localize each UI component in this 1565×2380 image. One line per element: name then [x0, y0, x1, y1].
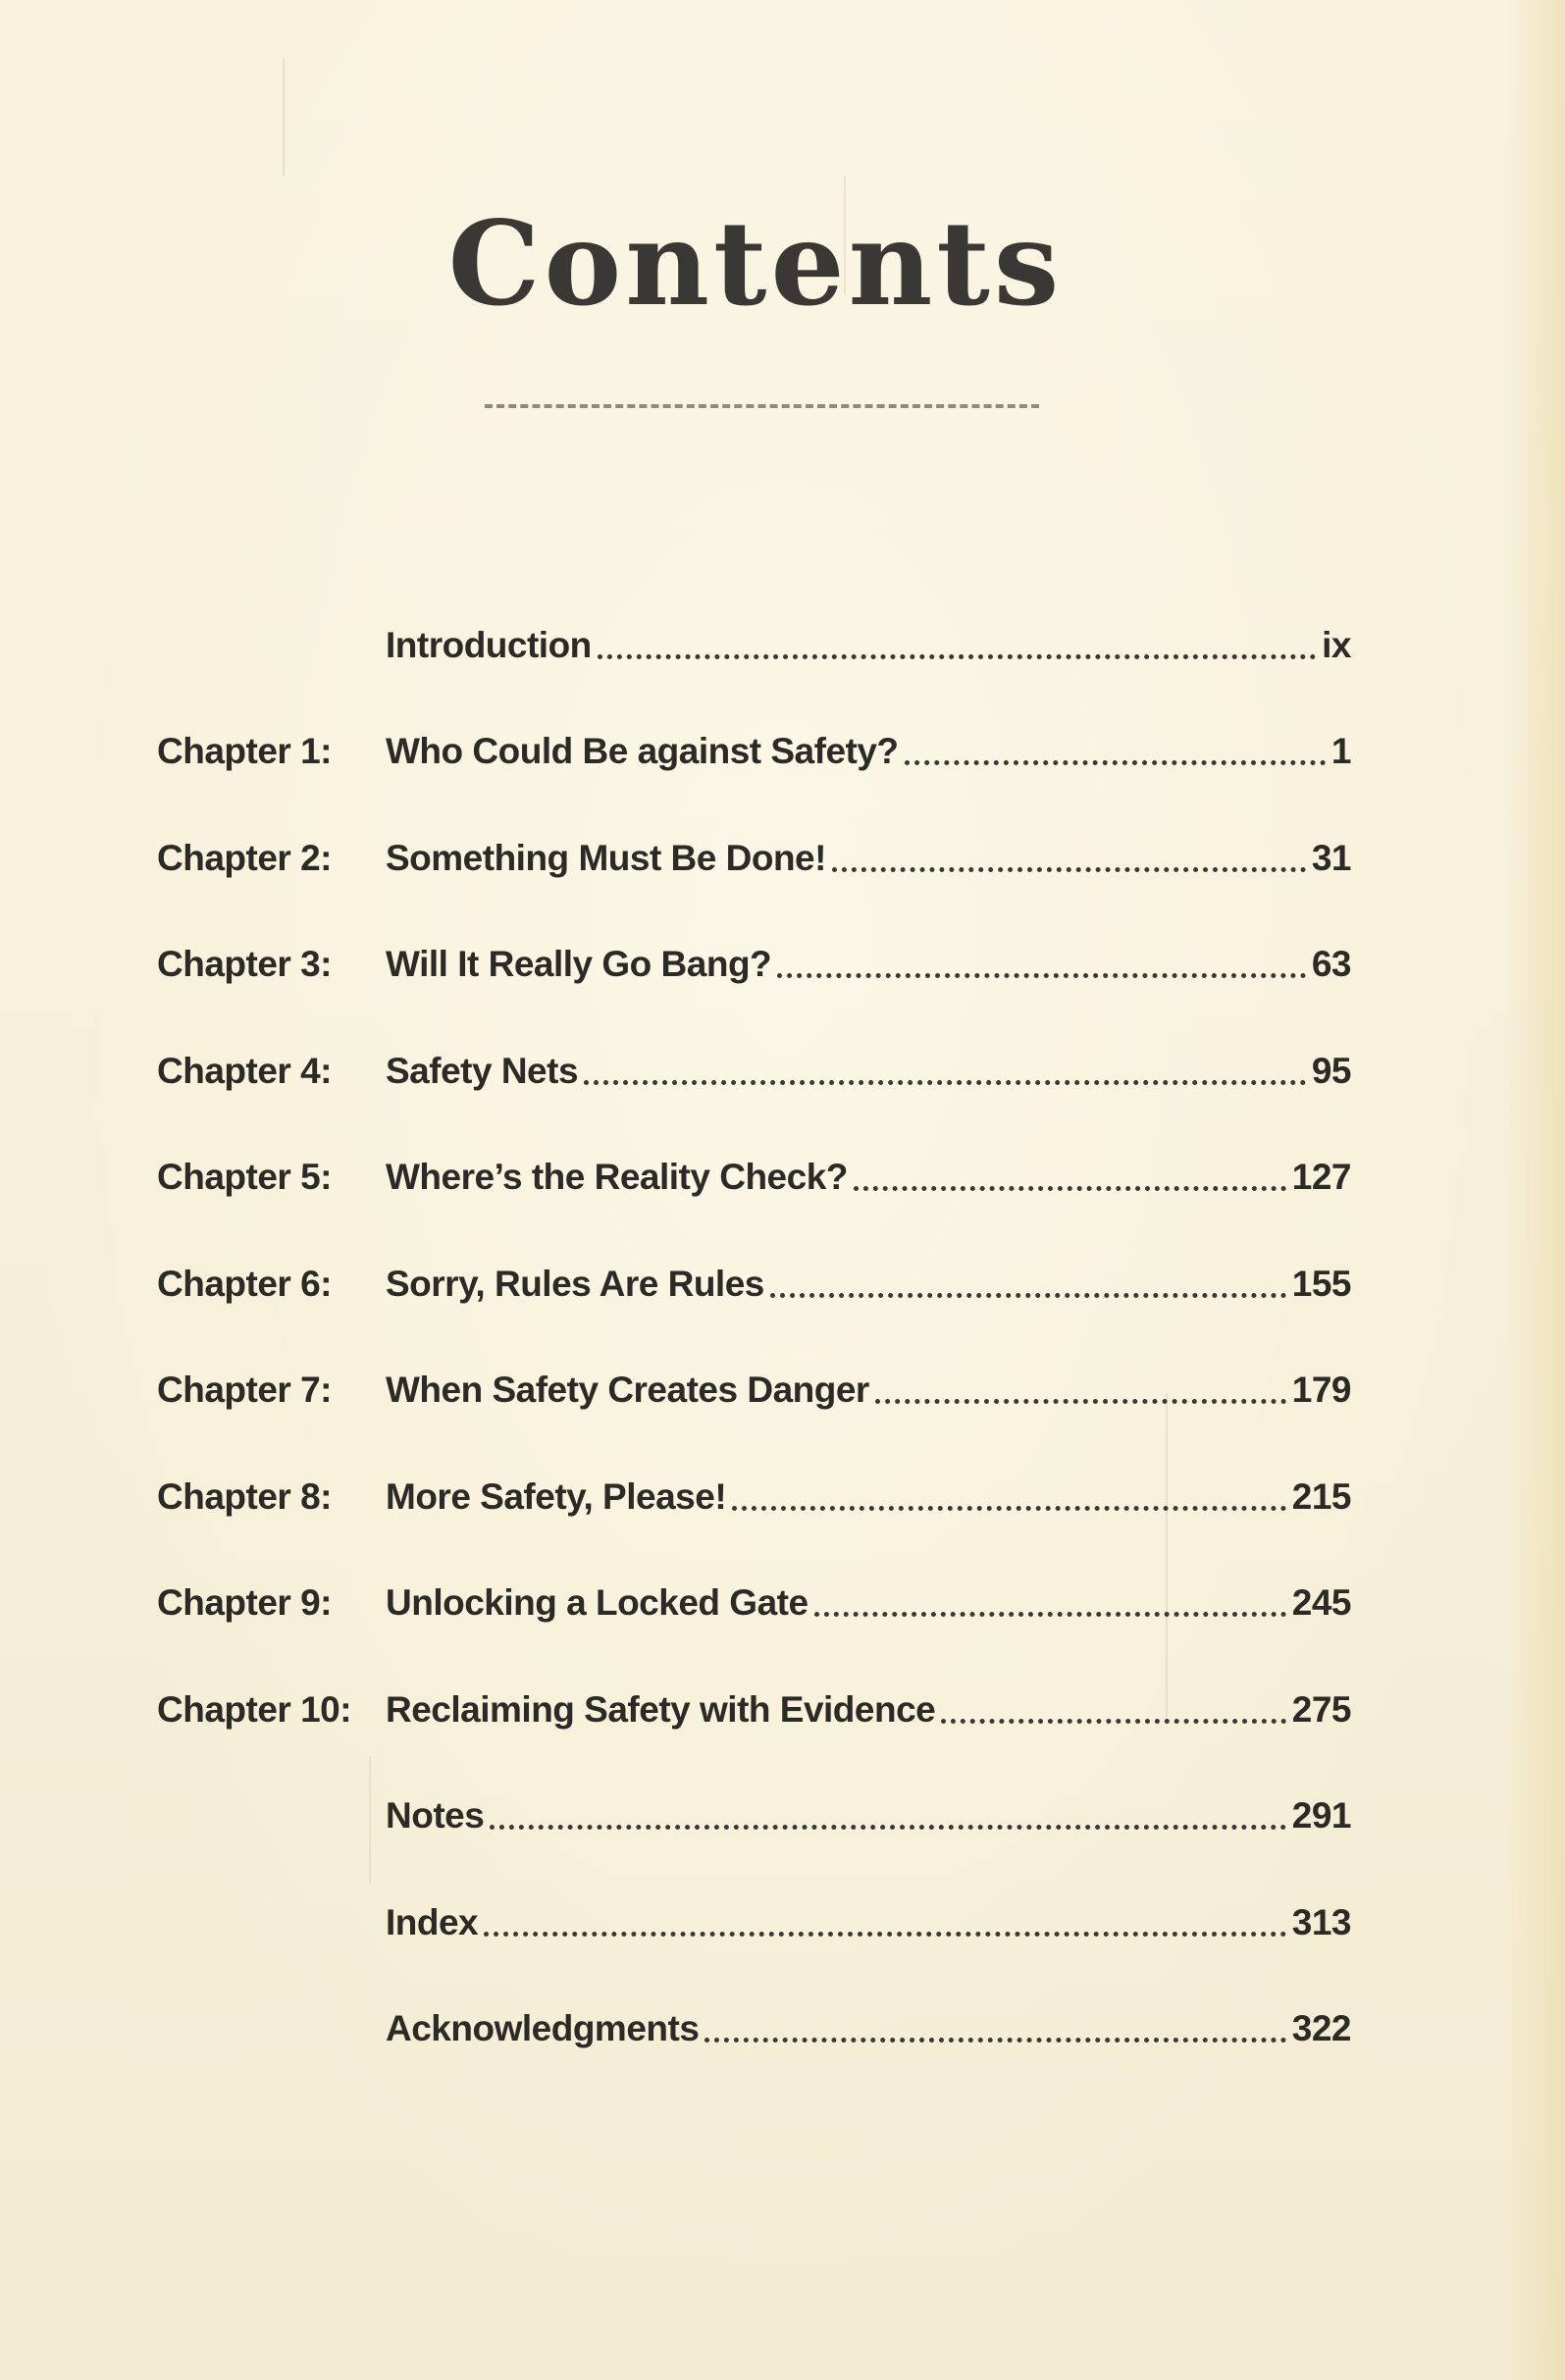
paper-scratch [1166, 1393, 1168, 1717]
toc-row-acknowledgments[interactable] [0, 1999, 1565, 2058]
dot-leader [875, 1399, 1286, 1404]
toc-entry [386, 1786, 1351, 1845]
chapter-label: Chapter 3: [157, 944, 332, 984]
dot-leader [854, 1186, 1286, 1191]
dot-leader [832, 867, 1306, 872]
page-number: 179 [1291, 1370, 1351, 1410]
entry-title: More Safety, Please! [386, 1476, 727, 1517]
chapter-label: Chapter 4: [157, 1051, 332, 1091]
toc-entry [386, 1999, 1351, 2058]
dot-leader [704, 2038, 1285, 2043]
chapter-label: Chapter 10: [157, 1689, 352, 1730]
toc-row-introduction[interactable] [0, 616, 1565, 675]
page-number: ix [1322, 625, 1351, 665]
page-number: 1 [1330, 731, 1351, 771]
dot-leader [490, 1825, 1285, 1830]
page-number: 291 [1291, 1795, 1351, 1836]
page-number: 245 [1291, 1582, 1351, 1623]
toc-entry [386, 1148, 1351, 1207]
entry-title: Reclaiming Safety with Evidence [386, 1689, 936, 1730]
paper-scratch [283, 59, 285, 177]
dot-leader [484, 1932, 1286, 1937]
dot-leader [732, 1506, 1286, 1511]
toc-row-chapter-4[interactable] [0, 1042, 1565, 1101]
page-number: 127 [1291, 1157, 1351, 1197]
entry-title: Unlocking a Locked Gate [386, 1582, 809, 1623]
title-underline [485, 404, 1039, 408]
dot-leader [584, 1080, 1306, 1085]
toc-entry [386, 1893, 1351, 1952]
entry-title: Where’s the Reality Check? [386, 1157, 848, 1197]
toc-row-chapter-6[interactable] [0, 1255, 1565, 1314]
dot-leader [905, 760, 1326, 765]
entry-title: Notes [386, 1795, 485, 1836]
toc-row-index[interactable] [0, 1893, 1565, 1952]
toc-entry [386, 1255, 1351, 1314]
toc-row-chapter-7[interactable] [0, 1361, 1565, 1420]
page-number: 63 [1311, 944, 1351, 984]
toc-row-chapter-1[interactable] [0, 722, 1565, 781]
entry-title: Acknowledgments [386, 2008, 700, 2048]
chapter-label: Chapter 2: [157, 838, 332, 878]
chapter-label: Chapter 5: [157, 1157, 332, 1197]
toc-entry [386, 616, 1351, 675]
page-number: 95 [1311, 1051, 1351, 1091]
entry-title: Introduction [386, 625, 592, 665]
toc-entry [386, 1574, 1351, 1632]
toc-entry [386, 1468, 1351, 1526]
toc-row-chapter-10[interactable] [0, 1681, 1565, 1739]
entry-title: Who Could Be against Safety? [386, 731, 899, 771]
dot-leader [770, 1293, 1286, 1298]
page-number: 155 [1291, 1264, 1351, 1304]
chapter-label: Chapter 9: [157, 1582, 332, 1623]
page-number: 215 [1291, 1476, 1351, 1517]
page-number: 31 [1311, 838, 1351, 878]
dot-leader [941, 1719, 1286, 1724]
dot-leader [814, 1612, 1286, 1617]
dot-leader [777, 973, 1306, 978]
page-number: 275 [1291, 1689, 1351, 1730]
entry-title: When Safety Creates Danger [386, 1370, 869, 1410]
toc-row-chapter-9[interactable] [0, 1574, 1565, 1632]
dot-leader [598, 654, 1316, 659]
chapter-label: Chapter 7: [157, 1370, 332, 1410]
entry-title: Index [386, 1902, 479, 1942]
toc-entry [386, 1681, 1351, 1739]
toc-entry [386, 1361, 1351, 1420]
toc-entry [386, 935, 1351, 994]
toc-row-chapter-5[interactable] [0, 1148, 1565, 1207]
page-number: 313 [1291, 1902, 1351, 1942]
toc-row-chapter-2[interactable] [0, 829, 1565, 888]
chapter-label: Chapter 6: [157, 1264, 332, 1304]
toc-entry [386, 722, 1351, 781]
page-title: Contents [447, 195, 1064, 332]
chapter-label: Chapter 1: [157, 731, 332, 771]
toc-row-chapter-8[interactable] [0, 1468, 1565, 1526]
entry-title: Sorry, Rules Are Rules [386, 1264, 764, 1304]
toc-entry [386, 829, 1351, 888]
toc-entry [386, 1042, 1351, 1101]
page-number: 322 [1291, 2008, 1351, 2048]
entry-title: Will It Really Go Bang? [386, 944, 772, 984]
entry-title: Safety Nets [386, 1051, 579, 1091]
toc-row-chapter-3[interactable] [0, 935, 1565, 994]
entry-title: Something Must Be Done! [386, 838, 826, 878]
chapter-label: Chapter 8: [157, 1476, 332, 1517]
toc-row-notes[interactable] [0, 1786, 1565, 1845]
